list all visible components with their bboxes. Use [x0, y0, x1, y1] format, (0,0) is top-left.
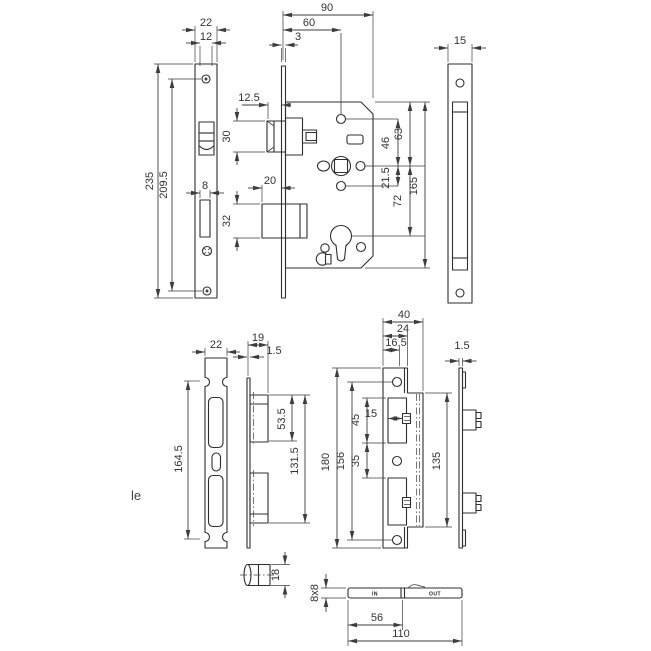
dim-keep-height: 180: [320, 452, 332, 472]
dim-case-height: 165: [408, 176, 420, 196]
keep-plate-front-view: [173, 339, 240, 548]
dim-latch-protrusion: 12.5: [238, 92, 260, 104]
dim-keep-thickness: 1.5: [266, 345, 282, 357]
dim-strike-plate-width: 15: [453, 35, 467, 47]
dim-hole-to-follower: 46: [380, 136, 392, 150]
dim-backset: 60: [302, 17, 316, 29]
dim-faceplate-slot-width: 12: [199, 31, 213, 43]
dim-box-keep-thickness: 1.5: [454, 340, 470, 352]
dim-follower-to-cylinder: 72: [392, 194, 404, 208]
dim-plate-thickness: 3: [294, 31, 302, 43]
dim-follower-to-hole: 21.5: [380, 167, 392, 189]
dim-latch-height: 30: [221, 130, 233, 143]
dim-keep-plate-width: 22: [209, 339, 223, 351]
strike-plate-front-view: [434, 35, 486, 303]
keep-side-view: [233, 332, 310, 548]
dim-keep-tab-inset: 15: [364, 408, 378, 420]
dim-spindle-section: 8x8: [309, 584, 321, 602]
dim-top-to-follower: 63: [393, 127, 405, 141]
dim-keep-lip-offset: 16.5: [385, 337, 407, 349]
dim-keep-box-span: 131.5: [289, 447, 301, 475]
dim-keep-top-box: 53.5: [276, 408, 288, 430]
dim-keep-window-gap: 35: [350, 454, 362, 468]
dim-spindle-total-length: 110: [392, 628, 410, 640]
lock-case-side-view: [221, 2, 430, 298]
dim-keep-flange-height: 135: [431, 451, 443, 471]
dim-faceplate-hole-spacing: 209.5: [158, 171, 170, 199]
dim-keep-tab-width: 24: [396, 323, 410, 335]
dim-bolt-protrusion: 20: [263, 175, 277, 187]
dim-keep-width: 40: [397, 309, 411, 321]
spindle-out-marking: OUT: [428, 591, 442, 598]
box-keep-side-view: [445, 340, 481, 548]
dim-keep-hole-spacing: 156: [335, 451, 347, 471]
dim-faceplate-height: 235: [144, 171, 156, 191]
dim-case-width: 90: [320, 2, 334, 14]
box-keep-front-view: [320, 309, 452, 548]
cylinder-detail: [240, 552, 290, 598]
dim-spindle-in-length: 56: [370, 612, 384, 624]
spindle-in-marking: IN: [372, 591, 378, 598]
stray-text-label: le: [130, 488, 142, 503]
dim-keep-depth: 19: [251, 332, 265, 344]
dim-faceplate-width: 22: [199, 17, 213, 29]
dim-bolt-height: 32: [221, 214, 233, 228]
dim-cylinder-height: 18: [270, 568, 282, 582]
faceplate-front-view: [144, 17, 230, 298]
dim-keep-latch-window: 45: [350, 413, 362, 427]
dim-bolt-slot-width: 8: [201, 180, 209, 192]
spindle-bar: [309, 574, 462, 646]
dim-keep-plate-hole-span: 164.5: [173, 445, 185, 473]
